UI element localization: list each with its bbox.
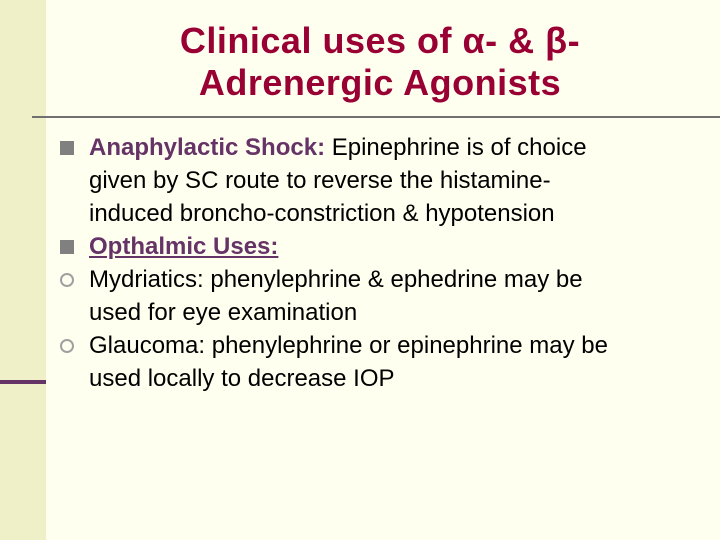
title-divider bbox=[32, 116, 720, 118]
slide-title bbox=[60, 20, 700, 104]
left-decorative-band bbox=[0, 0, 46, 540]
item-text-line-3: induced broncho-constriction & hypotension bbox=[89, 200, 555, 227]
square-bullet-icon bbox=[60, 141, 74, 155]
square-bullet-icon bbox=[60, 240, 74, 254]
item-text-line-2: used locally to decrease IOP bbox=[89, 365, 395, 392]
item-heading: Opthalmic Uses: bbox=[89, 233, 279, 260]
item-text-line-2: used for eye examination bbox=[89, 299, 358, 326]
item-text-line-1: Epinephrine is of choice bbox=[325, 134, 587, 161]
sub-bullet-mydriatics bbox=[60, 263, 710, 329]
bullet-opthalmic-uses bbox=[60, 230, 710, 263]
circle-bullet-icon bbox=[60, 339, 74, 353]
title-line-2: Adrenergic Agonists bbox=[198, 62, 562, 103]
sub-bullet-glaucoma bbox=[60, 329, 710, 395]
item-text-line-2: given by SC route to reverse the histamine- bbox=[89, 167, 551, 194]
item-text-line-1: Glaucoma: phenylephrine or epinephrine may be bbox=[89, 332, 608, 359]
title-line-1: Clinical uses of α- & β- bbox=[179, 20, 581, 61]
bullet-anaphylactic-shock bbox=[60, 131, 710, 230]
circle-bullet-icon bbox=[60, 273, 74, 287]
bullet-list bbox=[60, 131, 710, 395]
item-heading: Anaphylactic Shock: bbox=[89, 134, 326, 161]
item-text-line-1: Mydriatics: phenylephrine & ephedrine may be bbox=[89, 266, 583, 293]
left-accent-bar bbox=[0, 380, 46, 384]
